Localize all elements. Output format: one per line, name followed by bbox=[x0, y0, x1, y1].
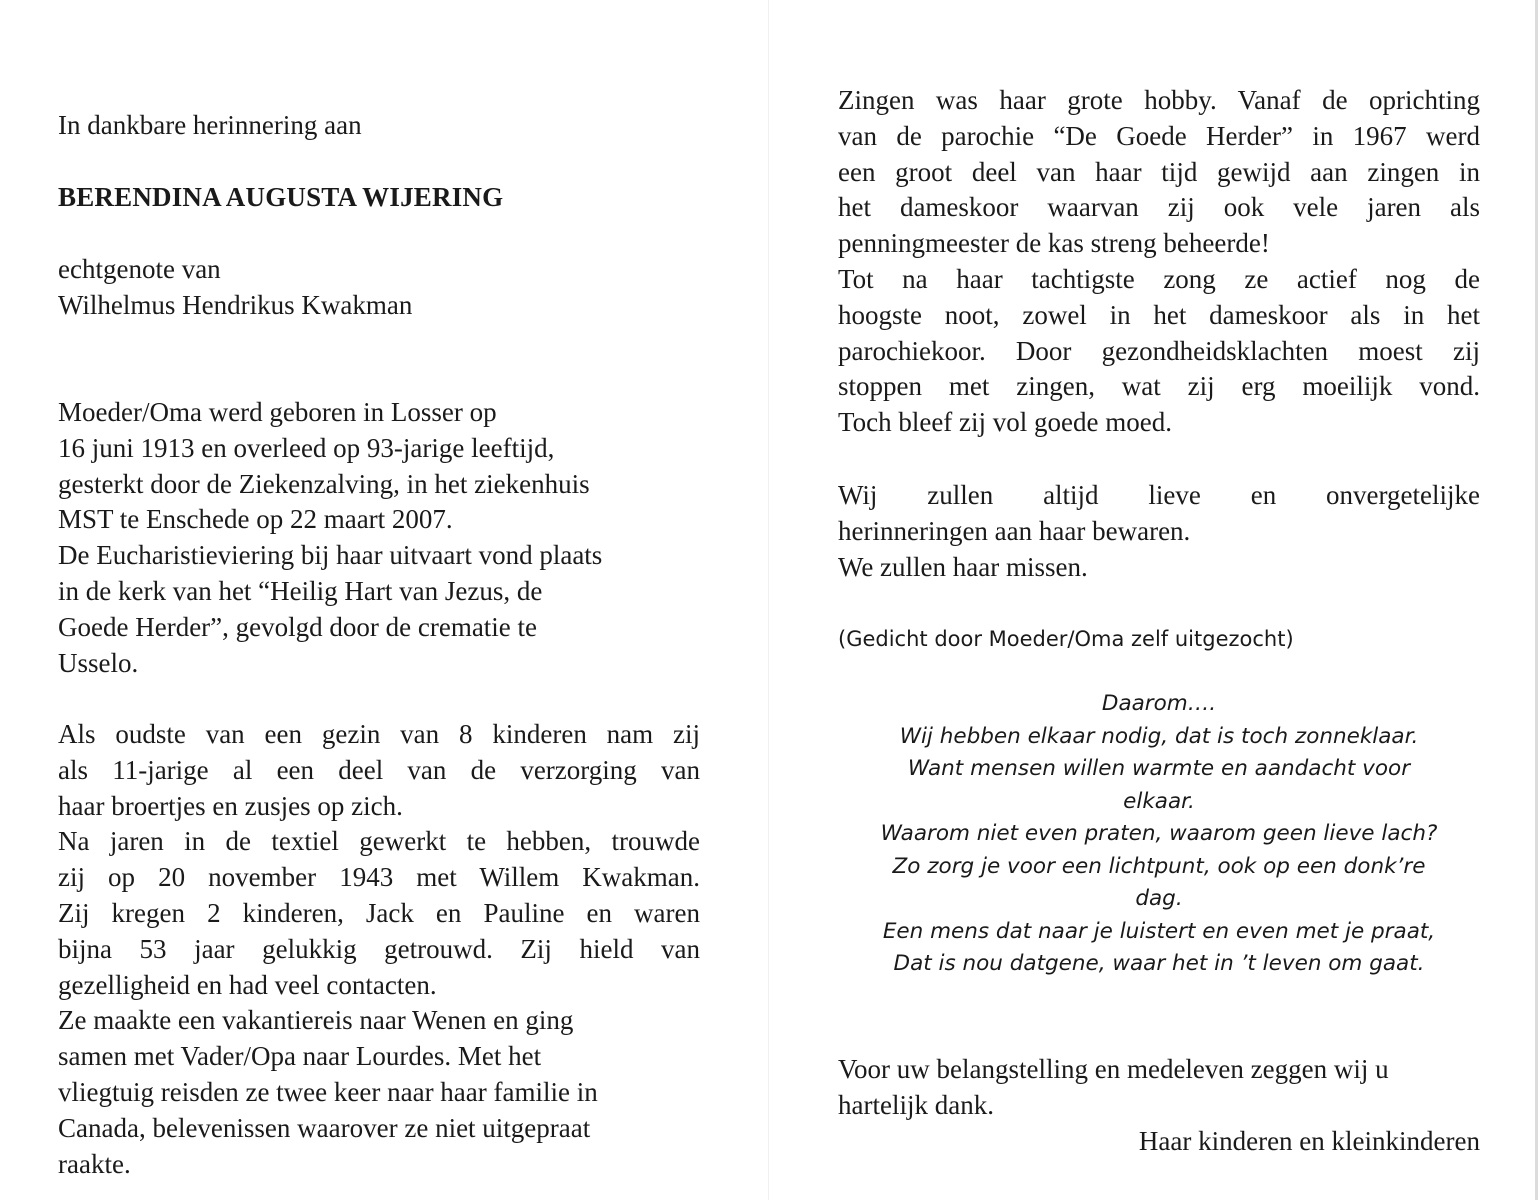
poem-line: Zo zorg je voor een lichtpunt, ook op een donk’re bbox=[892, 853, 1426, 879]
memories-paragraph bbox=[838, 478, 1480, 585]
poem-line: elkaar. bbox=[1123, 788, 1195, 814]
text-line: gesterkt door de Ziekenzalving, in het ziekenhuis bbox=[58, 468, 590, 499]
poem-line: Waarom niet even praten, waarom geen lieve lach? bbox=[880, 821, 1438, 846]
text-line: parochiekoor. Door gezondheidsklachten moest zij bbox=[838, 335, 1480, 366]
signature: Haar kinderen en kleinkinderen bbox=[1138, 1125, 1480, 1156]
text-line: Usselo. bbox=[58, 647, 139, 678]
text-line: Voor uw belangstelling en medeleven zeggen wij u bbox=[838, 1054, 1389, 1084]
text-line: Toch bleef zij vol goede moed. bbox=[838, 407, 1172, 438]
poem-line: Wij hebben elkaar nodig, dat is toch zonneklaar. bbox=[899, 723, 1419, 749]
poem-line: Een mens dat naar je luistert en even met je praat, bbox=[882, 918, 1436, 944]
text-line: Ze maakte een vakantiereis naar Wenen en ging bbox=[58, 1005, 574, 1036]
text-line: Zij kregen 2 kinderen, Jack en Pauline en waren bbox=[58, 897, 700, 928]
biography-paragraph-3 bbox=[838, 83, 1480, 441]
spouse-label: echtgenote van bbox=[58, 254, 221, 284]
text-line: Goede Herder”, gevolgd door de crematie te bbox=[58, 611, 538, 642]
text-line: De Eucharistieviering bij haar uitvaart vond plaats bbox=[58, 540, 603, 571]
card-fold-line bbox=[768, 0, 769, 1200]
text-line: van de parochie “De Goede Herder” in 1967 werd bbox=[838, 120, 1480, 151]
text-line: We zullen haar missen. bbox=[838, 551, 1088, 582]
text-line: Canada, belevenissen waarover ze niet uitgepraat bbox=[58, 1112, 591, 1143]
text-line: gezelligheid en had veel contacten. bbox=[58, 969, 437, 1000]
text-line: Na jaren in de textiel gewerkt te hebben, trouwde bbox=[58, 826, 700, 857]
text-line: een groot deel van haar tijd gewijd aan zingen in bbox=[838, 156, 1480, 187]
text-line: Zingen was haar grote hobby. Vanaf de oprichting bbox=[838, 85, 1480, 115]
text-line: raakte. bbox=[58, 1148, 131, 1179]
text-line: het dameskoor waarvan zij ook vele jaren als bbox=[838, 192, 1480, 223]
text-line: stoppen met zingen, wat zij erg moeilijk vond. bbox=[838, 371, 1480, 402]
text-line: vliegtuig reisden ze twee keer naar haar familie in bbox=[58, 1076, 598, 1107]
spouse-name: Wilhelmus Hendrikus Kwakman bbox=[58, 289, 413, 320]
text-line: haar broertjes en zusjes op zich. bbox=[58, 790, 403, 821]
biography-paragraph-1 bbox=[58, 395, 700, 681]
text-line: bijna 53 jaar gelukkig getrouwd. Zij hield van bbox=[58, 933, 700, 964]
text-line: 16 juni 1913 en overleed op 93-jarige leeftijd, bbox=[58, 432, 555, 463]
text-line: Als oudste van een gezin van 8 kinderen nam zij bbox=[58, 719, 700, 749]
text-line: penningmeester de kas streng beheerde! bbox=[838, 228, 1270, 259]
poem bbox=[838, 688, 1480, 981]
text-line: herinneringen aan haar bewaren. bbox=[838, 515, 1191, 546]
text-line: MST te Enschede op 22 maart 2007. bbox=[58, 504, 453, 535]
poem-line: Daarom…. bbox=[1101, 691, 1217, 716]
thanks-paragraph bbox=[838, 1052, 1480, 1159]
poem-line: dag. bbox=[1135, 886, 1183, 911]
text-line: hartelijk dank. bbox=[838, 1089, 994, 1120]
text-line: als 11-jarige al een deel van de verzorging van bbox=[58, 754, 700, 785]
text-line: Tot na haar tachtigste zong ze actief nog de bbox=[838, 263, 1480, 294]
text-line: in de kerk van het “Heilig Hart van Jezus, de bbox=[58, 575, 543, 606]
poem-note: (Gedicht door Moeder/Oma zelf uitgezocht) bbox=[838, 627, 1294, 651]
intro-text: In dankbare herinnering aan bbox=[58, 110, 362, 140]
text-line: zij op 20 november 1943 met Willem Kwakman. bbox=[58, 862, 700, 893]
spouse-block bbox=[58, 252, 700, 324]
poem-line: Want mensen willen warmte en aandacht voor bbox=[907, 756, 1411, 781]
deceased-name: BERENDINA AUGUSTA WIJERING bbox=[58, 182, 504, 212]
text-line: hoogste noot, zowel in het dameskoor als in het bbox=[838, 299, 1480, 330]
text-line: Wij zullen altijd lieve en onvergetelijke bbox=[838, 480, 1480, 510]
text-line: Moeder/Oma werd geboren in Losser op bbox=[58, 397, 497, 427]
poem-line: Dat is nou datgene, waar het in ’t leven om gaat. bbox=[893, 951, 1425, 976]
biography-paragraph-2 bbox=[58, 717, 700, 1182]
text-line: samen met Vader/Opa naar Lourdes. Met het bbox=[58, 1041, 542, 1072]
